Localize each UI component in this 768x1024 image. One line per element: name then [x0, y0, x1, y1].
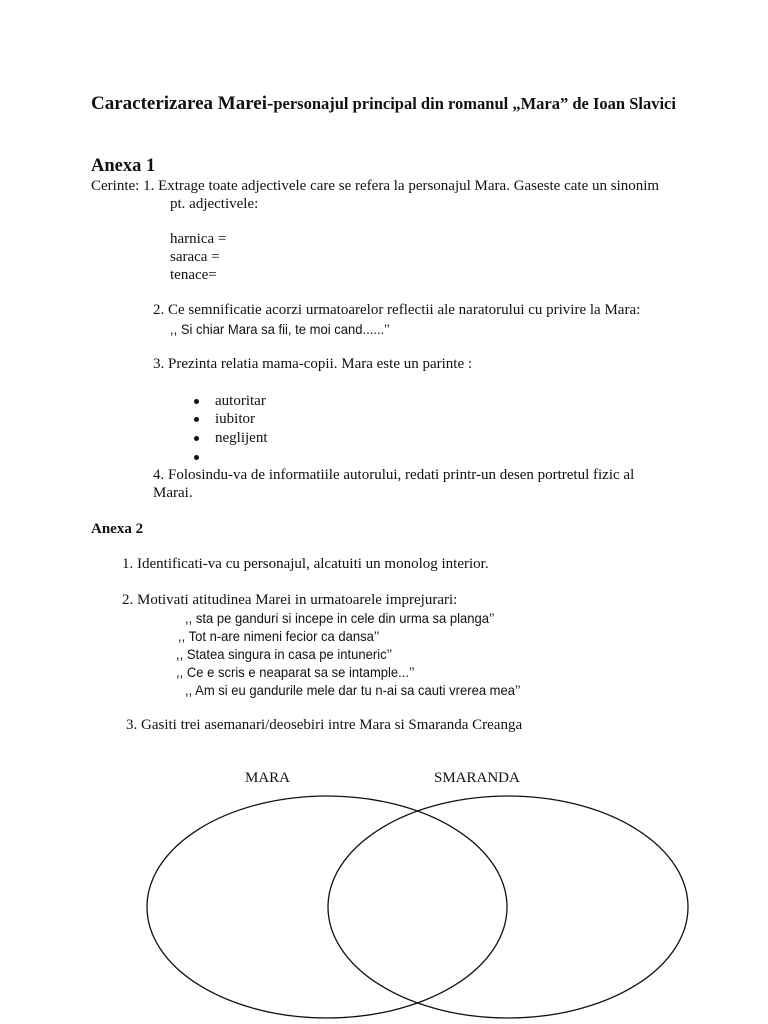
anexa2-question-1: 1. Identificati-va cu personajul, alcatuiti un monolog interior.: [122, 556, 489, 572]
quote-line-1: ,, sta pe ganduri si incepe in cele din urma sa planga’’: [185, 610, 495, 626]
cerinte-line2: pt. adjectivele:: [170, 196, 259, 212]
anexa2-heading: Anexa 2: [91, 521, 144, 537]
question-2-line1: 2. Ce semnificatie acorzi urmatoarelor reflectii ale naratorului cu privire la Mara:: [153, 302, 641, 318]
venn-circle-smaranda: [328, 796, 688, 1018]
quote-line-2: ,, Tot n-are nimeni fecior ca dansa’’: [178, 628, 380, 644]
anexa2-question-3: 3. Gasiti trei asemanari/deosebiri intre Mara si Smaranda Creanga: [126, 717, 523, 733]
bullet-iubitor: iubitor: [215, 411, 255, 427]
cerinte-line1: Cerinte: 1. Extrage toate adjectivele care se refera la personajul Mara. Gaseste cate un sinonim: [91, 178, 660, 194]
quote-line-3: ,, Statea singura in casa pe intuneric’’: [176, 646, 393, 662]
anexa1-heading: Anexa 1: [91, 156, 156, 176]
adjective-harnica: harnica =: [170, 231, 227, 247]
quote-line-5: ,, Am si eu gandurile mele dar tu n-ai sa cauti vrerea mea’’: [185, 682, 521, 698]
bullet-neglijent: neglijent: [215, 430, 268, 446]
question-2-quote: ,, Si chiar Mara sa fii, te moi cand......’’: [170, 321, 390, 337]
bullet-autoritar: autoritar: [215, 393, 266, 409]
venn-circle-mara: [147, 796, 507, 1018]
adjective-tenace: tenace=: [170, 267, 217, 283]
quote-line-4: ,, Ce e scris e neaparat sa se intample...’’: [176, 664, 415, 680]
adjective-saraca: saraca =: [170, 249, 220, 265]
question-4-line2: Marai.: [153, 485, 193, 501]
anexa2-question-2: 2. Motivati atitudinea Marei in urmatoarele imprejurari:: [122, 592, 458, 608]
question-3: 3. Prezinta relatia mama-copii. Mara este un parinte :: [153, 356, 473, 372]
venn-label-smaranda: SMARANDA: [434, 770, 520, 786]
question-4-line1: 4. Folosindu-va de informatiile autorului, redati printr-un desen portretul fizic al: [153, 467, 635, 483]
title-rest-part: personajul principal din romanul „Mara” de Ioan Slavici: [273, 94, 676, 113]
title-bold-part: Caracterizarea Marei-: [91, 93, 274, 114]
venn-label-mara: MARA: [245, 770, 291, 786]
